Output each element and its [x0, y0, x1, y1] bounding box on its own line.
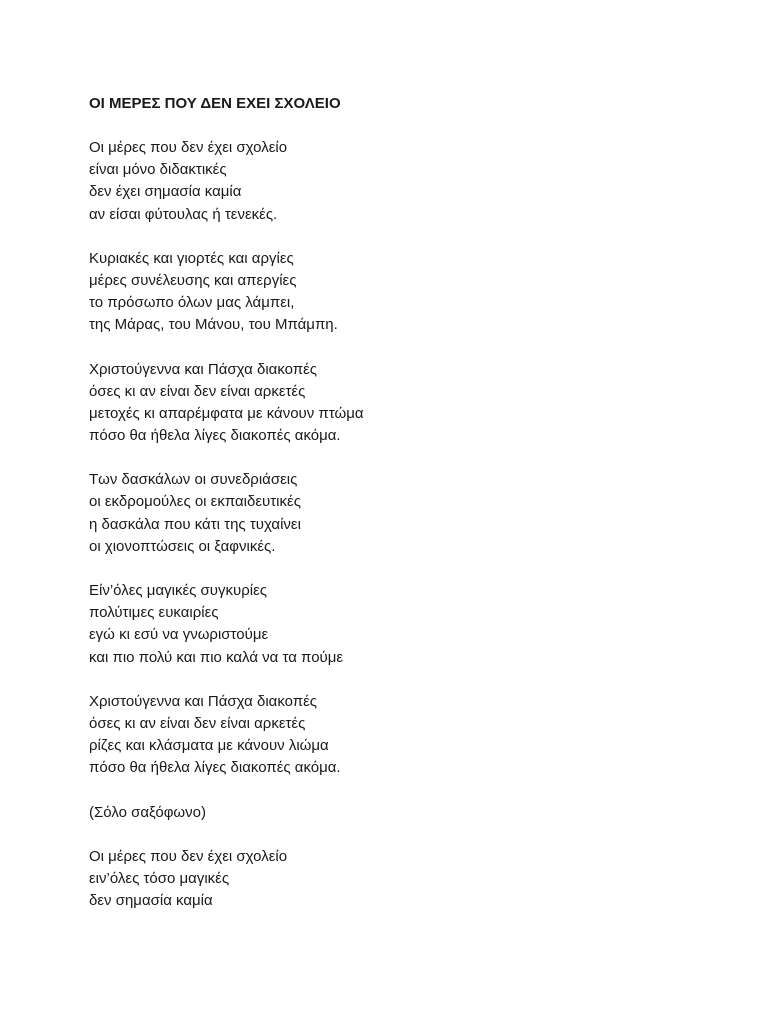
poem-line: αν είσαι φύτουλας ή τενεκές.	[89, 205, 278, 223]
poem-line: οι χιονοπτώσεις οι ξαφνικές.	[89, 537, 276, 555]
poem-line: όσες κι αν είναι δεν είναι αρκετές	[89, 714, 306, 732]
poem-line: Χριστούγεννα και Πάσχα διακοπές	[89, 360, 318, 378]
poem-line: είναι μόνο διδακτικές	[89, 161, 227, 179]
poem-line: δεν σημασία καμία	[89, 892, 213, 910]
stanza-4	[89, 469, 709, 558]
poem-line: (Σόλο σαξόφωνο)	[89, 803, 206, 821]
poem-line: δεν έχει σημασία καμία	[89, 183, 242, 201]
poem-line: πόσο θα ήθελα λίγες διακοπές ακόμα.	[89, 427, 341, 445]
document-page	[89, 93, 709, 934]
poem-line: της Μάρας, του Μάνου, του Μπάμπη.	[89, 316, 338, 334]
stanza-1	[89, 137, 709, 226]
poem-line: οι εκδρομούλες οι εκπαιδευτικές	[89, 493, 301, 511]
poem-line: εγώ κι εσύ να γνωριστούμε	[89, 626, 269, 644]
stanza-7	[89, 802, 709, 824]
poem-line: η δασκάλα που κάτι της τυχαίνει	[89, 515, 301, 533]
stanza-2	[89, 248, 709, 337]
poem-line: μετοχές κι απαρέμφατα με κάνουν πτώμα	[89, 404, 364, 422]
poem-line: Χριστούγεννα και Πάσχα διακοπές	[89, 692, 318, 710]
poem-line: Κυριακές και γιορτές και αργίες	[89, 249, 294, 267]
poem-line: Είν’όλες μαγικές συγκυρίες	[89, 582, 267, 599]
poem-line: Οι μέρες που δεν έχει σχολείο	[89, 139, 288, 156]
poem-line: Των δασκάλων οι συνεδριάσεις	[89, 471, 298, 489]
stanza-6	[89, 691, 709, 780]
poem-line: ρίζες και κλάσματα με κάνουν λιώμα	[89, 737, 329, 755]
poem-line: και πιο πολύ και πιο καλά να τα πούμε	[89, 648, 344, 666]
poem-line: μέρες συνέλευσης και απεργίες	[89, 271, 297, 289]
stanza-5	[89, 580, 709, 669]
poem-line: πολύτιμες ευκαιρίες	[89, 604, 219, 622]
poem-line: Οι μέρες που δεν έχει σχολείο	[89, 847, 288, 865]
poem-line: το πρόσωπο όλων μας λάμπει,	[89, 294, 295, 312]
poem-line: όσες κι αν είναι δεν είναι αρκετές	[89, 382, 306, 400]
stanza-8	[89, 846, 709, 913]
poem-line: πόσο θα ήθελα λίγες διακοπές ακόμα.	[89, 759, 341, 777]
poem-line: ειν’όλες τόσο μαγικές	[89, 869, 230, 887]
stanza-3	[89, 359, 709, 448]
poem-title: ΟΙ ΜΕΡΕΣ ΠΟΥ ΔΕΝ ΕΧΕΙ ΣΧΟΛΕΙΟ	[89, 95, 341, 112]
